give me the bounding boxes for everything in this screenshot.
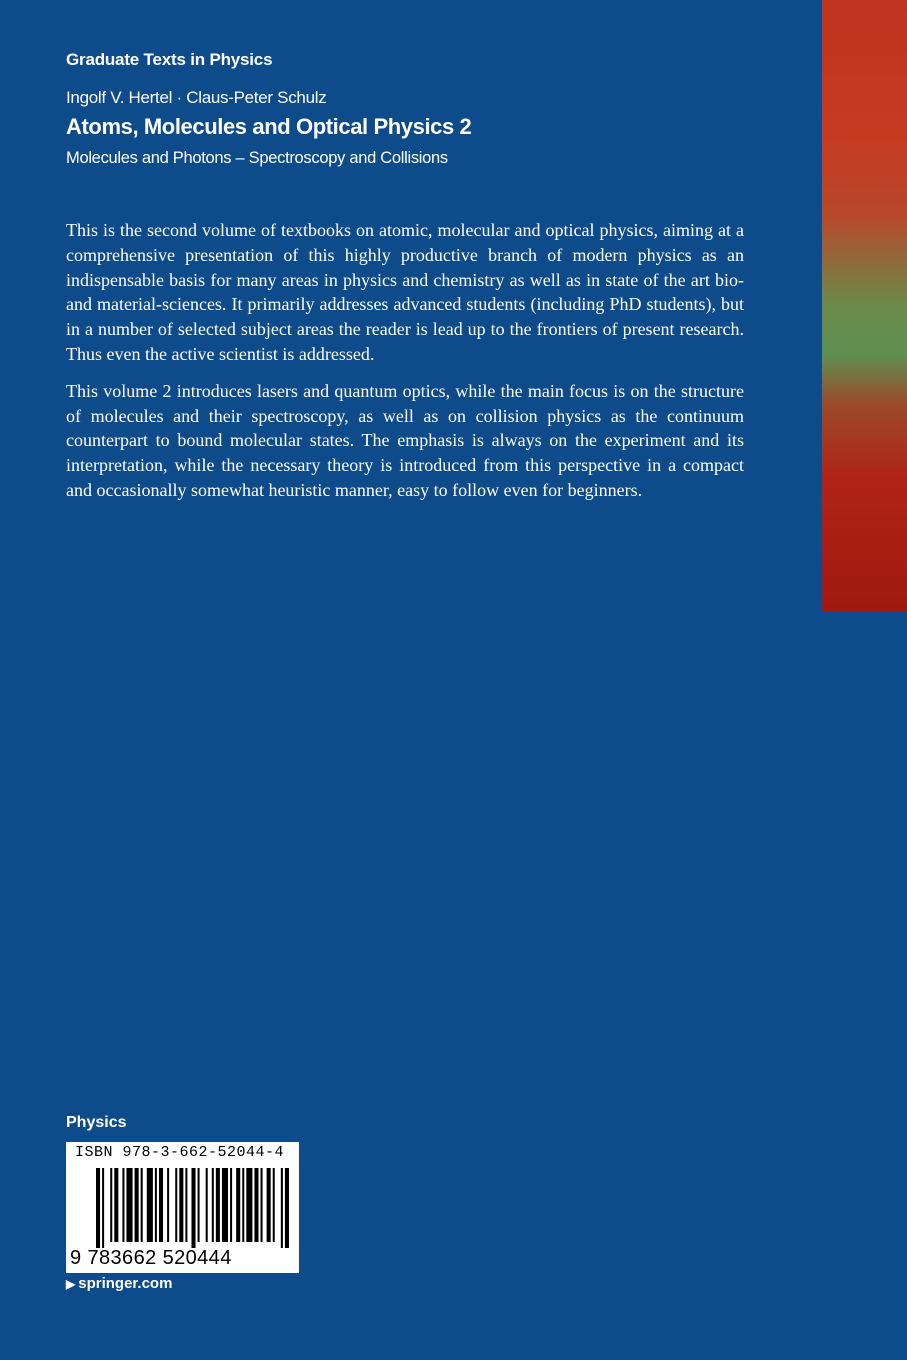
- barcode-bar: [222, 1168, 228, 1242]
- barcode-bar: [110, 1168, 112, 1242]
- publisher-link[interactable]: [66, 1275, 172, 1292]
- triangle-right-icon: ▶: [66, 1277, 76, 1291]
- barcode-bar: [267, 1168, 271, 1242]
- barcode-bar: [179, 1168, 183, 1242]
- barcode: [66, 1142, 299, 1273]
- barcode-bar: [246, 1168, 252, 1242]
- authors: Ingolf V. Hertel · Claus-Peter Schulz: [66, 88, 327, 107]
- barcode-bar: [96, 1168, 100, 1248]
- barcode-bar: [281, 1168, 283, 1248]
- barcode-bar: [285, 1168, 289, 1248]
- barcode-bar: [206, 1168, 208, 1242]
- barcode-bar: [254, 1168, 258, 1242]
- barcode-bar: [141, 1168, 143, 1242]
- barcode-bar: [167, 1168, 169, 1242]
- barcode-bar: [102, 1168, 104, 1248]
- barcode-bar: [135, 1168, 139, 1242]
- barcode-bar: [122, 1168, 124, 1242]
- category-label: Physics: [66, 1114, 127, 1131]
- ean-digits: 9 783662 520444: [70, 1247, 232, 1269]
- barcode-bar: [230, 1168, 232, 1242]
- barcode-bar: [236, 1168, 240, 1242]
- book-title: Atoms, Molecules and Optical Physics 2: [66, 114, 472, 139]
- blurb-paragraph: This is the second volume of textbooks on atomic, molecular and optical physics, aiming at a comprehensive presentation of this highly productive branch of modern physics as an indispensable basis for many areas in physics and chemistry as well as in state of the art bio- and material-sciences. It primarily addresses advanced students (including PhD students), but in a number of selected subject areas the reader is lead up to the frontiers of present research. Thus even the active scientist is addressed.: [66, 220, 744, 364]
- barcode-bar: [114, 1168, 118, 1242]
- blurb-paragraph: This volume 2 introduces lasers and quantum optics, while the main focus is on the structure of molecules and their spectroscopy, as well as on collision physics as the continuum counterpart to bound molecular states. The emphasis is always on the experiment and its interpretation, while the necessary theory is introduced from this perspective in a compact and occasionally somewhat heuristic manner, easy to follow even for beginners.: [66, 380, 744, 500]
- publisher-url: springer.com: [78, 1275, 173, 1292]
- barcode-bar: [126, 1168, 132, 1242]
- barcode-bar: [185, 1168, 187, 1242]
- blurb: [66, 218, 744, 515]
- isbn-label: ISBN 978-3-662-52044-4: [75, 1144, 285, 1161]
- barcode-bar: [198, 1168, 200, 1242]
- cover-art-strip: [822, 0, 907, 612]
- barcode-bar: [273, 1168, 275, 1242]
- barcode-bar: [242, 1168, 244, 1242]
- barcode-bar: [147, 1168, 153, 1242]
- barcode-bar: [216, 1168, 220, 1242]
- barcode-bar: [159, 1168, 163, 1242]
- barcode-bar: [212, 1168, 214, 1242]
- book-subtitle: Molecules and Photons – Spectroscopy and Collisions: [66, 149, 448, 167]
- series-name: Graduate Texts in Physics: [66, 50, 273, 69]
- barcode-bar: [175, 1168, 177, 1242]
- barcode-bar: [261, 1168, 263, 1242]
- barcode-bar: [155, 1168, 157, 1242]
- barcode-bars: [96, 1168, 291, 1248]
- barcode-bar: [191, 1168, 195, 1248]
